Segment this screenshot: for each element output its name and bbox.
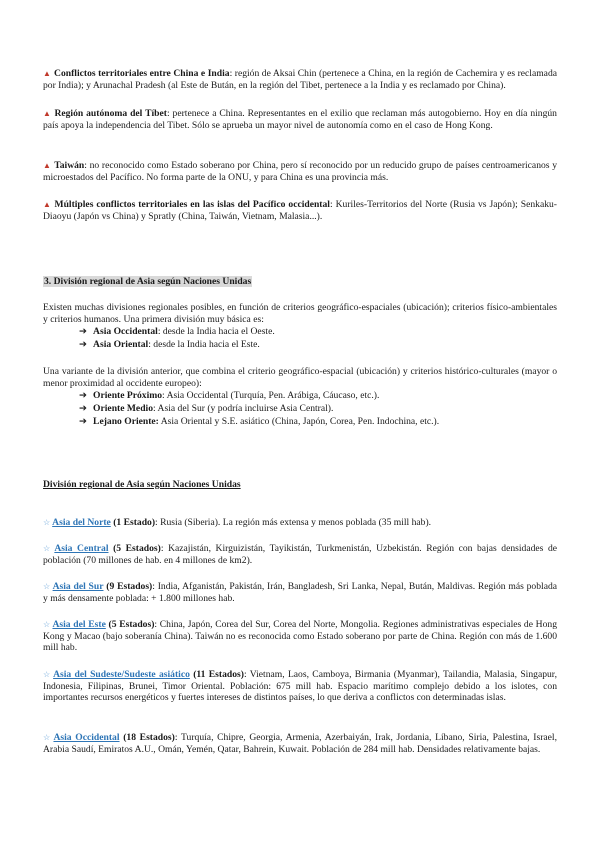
list-item [43, 339, 557, 351]
regions-title: División regional de Asia según Naciones Unidas [43, 479, 241, 490]
conflict-text: : Kuriles-Territorios del Norte (Rusia vs Japón); Senkaku-Diaoyu (Japón vs China) y Spratly (China, Taiwán, Vietnam, Malasia...). [43, 199, 557, 222]
list-text: : desde la India hacia el Este. [148, 339, 260, 350]
list-label: Asia Oriental [93, 339, 149, 350]
list-label: Lejano Oriente: [93, 416, 159, 427]
region-count: (9 Estados) [106, 581, 153, 592]
arrow-icon: ➔ [79, 339, 88, 350]
region-text: : Rusia (Siberia). La región más extensa y menos poblada (35 mill hab). [155, 517, 432, 528]
region-text: : China, Japón, Corea del Sur, Corea del Norte, Mongolia. Regiones administrativas especiales de Hong Kong y Macao (bajo soberanía China). Taiwán no es reconocida como Estado soberano por parte de China. Región con más de 1.600 mill hab. [43, 619, 558, 654]
region-text: : Kazajistán, Kirguizistán, Tayikistán, Turkmenistán, Uzbekistán. Región con bajas densidades de población (70 millones de hab. en 4 millones de km2). [43, 543, 558, 566]
conflict-title: Conflictos territoriales entre China e India [54, 68, 230, 79]
conflict-title: Región autónoma del Tíbet [54, 108, 167, 119]
list-label: Oriente Medio [93, 403, 153, 414]
list-text: : Asia Occidental (Turquía, Pen. Arábiga, Cáucaso, etc.). [162, 390, 380, 401]
conflict-title: Taiwán [54, 160, 85, 171]
star-icon: ☆ [43, 733, 52, 742]
region-count: (5 Estados) [113, 543, 161, 554]
paragraph-text: Existen muchas divisiones regionales posibles, en función de criterios geográfico-espaciales (ubicación); criterios físico-ambientales y criterios humanos. Una primera división muy básica es: [43, 302, 557, 325]
conflict-text: : no reconocido como Estado soberano por China, pero sí reconocido por un reducido grupo de países centroamericanos y microestados del Pacífico. No forma parte de la ONU, y para China es una provincia más. [43, 160, 558, 183]
conflict-text: : región de Aksai Chin (pertenece a China, en la región de Cachemira y es reclamada por India); y Arunachal Pradesh (al Este de Bután, en la región del Tibet, pertenece a la India y es reclamado por China). [43, 68, 557, 91]
region-item [43, 581, 557, 604]
conflict-tibet [43, 108, 557, 131]
regions-heading [43, 479, 557, 491]
list-text: Asia Oriental y S.E. asiático (China, Japón, Corea, Pen. Indochina, etc.). [158, 416, 440, 427]
conflict-title: Múltiples conflictos territoriales en las islas del Pacífico occidental [54, 199, 330, 210]
region-item [43, 543, 557, 566]
star-icon: ☆ [43, 582, 51, 591]
star-icon: ☆ [43, 670, 52, 679]
section-heading [43, 276, 557, 288]
region-item [43, 669, 557, 704]
arrow-icon: ➔ [79, 326, 88, 337]
list-label: Asia Occidental [93, 326, 158, 337]
conflict-text: : pertenece a China. Representantes en el exilio que reclaman más autogobierno. Hoy en día ningún país apoya la independencia del Tibet. Sólo se aprueba un mayor nivel de autonomía como en el caso de Hong Kong. [43, 108, 557, 131]
region-item [43, 517, 557, 529]
section-3-para-1 [43, 302, 557, 325]
region-count: (11 Estados) [193, 669, 244, 680]
region-link[interactable]: Asia del Sur [52, 581, 104, 592]
region-text: : India, Afganistán, Pakistán, Irán, Bangladesh, Sri Lanka, Nepal, Bután, Maldivas. Región más poblada y más densamente poblada: + 1.800 millones hab. [43, 581, 558, 604]
red-triangle-icon: ▲ [43, 69, 52, 78]
region-link[interactable]: Asia del Norte [52, 517, 111, 528]
section-3-para-2 [43, 366, 557, 389]
list-item [43, 326, 557, 338]
red-triangle-icon: ▲ [43, 109, 52, 118]
region-text: : Turquía, Chipre, Georgia, Armenia, Azerbaiyán, Irak, Jordania, Líbano, Siria, Palestina, Israel, Arabia Saudí, Emiratos A.U., Omán, Yemén, Qatar, Bahrein, Kuwait. Población de 284 mill hab. Densidades relativamente bajas. [43, 732, 557, 755]
list-item [43, 416, 557, 428]
star-icon: ☆ [43, 544, 53, 553]
arrow-icon: ➔ [79, 403, 88, 414]
list-item [43, 390, 557, 402]
region-item [43, 619, 557, 654]
list-label: Oriente Próximo [93, 390, 163, 401]
region-count: (5 Estados) [108, 619, 155, 630]
star-icon: ☆ [43, 620, 51, 629]
region-link[interactable]: Asia del Este [52, 619, 106, 630]
region-count: (18 Estados) [123, 732, 175, 743]
region-item [43, 732, 557, 755]
conflict-china-india [43, 68, 557, 91]
region-count: (1 Estado) [113, 517, 156, 528]
arrow-icon: ➔ [79, 416, 88, 427]
conflict-taiwan [43, 160, 557, 183]
list-text: : Asia del Sur (y podría incluirse Asia Central). [153, 403, 334, 414]
red-triangle-icon: ▲ [43, 161, 52, 170]
red-triangle-icon: ▲ [43, 200, 52, 209]
list-text: : desde la India hacia el Oeste. [157, 326, 275, 337]
paragraph-text: Una variante de la división anterior, que combina el criterio geográfico-espacial (ubicación) y criterios histórico-culturales (mayor o menor proximidad al occidente europeo): [43, 366, 557, 389]
section-3-heading: 3. División regional de Asia según Naciones Unidas [44, 276, 252, 287]
region-link[interactable]: Asia Occidental [53, 732, 120, 743]
arrow-icon: ➔ [79, 390, 88, 401]
region-text: : Vietnam, Laos, Camboya, Birmania (Myanmar), Tailandia, Malasia, Singapur, Indonesia, Filipinas, Brunei, Timor Oriental. Población: 675 mill hab. Espacio marítimo complejo debido a los islotes, con importantes recursos energéticos y fuertes intereses de distintos países, lo que deriva a conflictos con determinadas islas. [43, 669, 558, 704]
region-link[interactable]: Asia del Sudeste/Sudeste asiático [53, 669, 190, 680]
conflict-pacific-islands [43, 199, 557, 222]
star-icon: ☆ [43, 518, 51, 527]
region-link[interactable]: Asia Central [54, 543, 109, 554]
list-item [43, 403, 557, 415]
